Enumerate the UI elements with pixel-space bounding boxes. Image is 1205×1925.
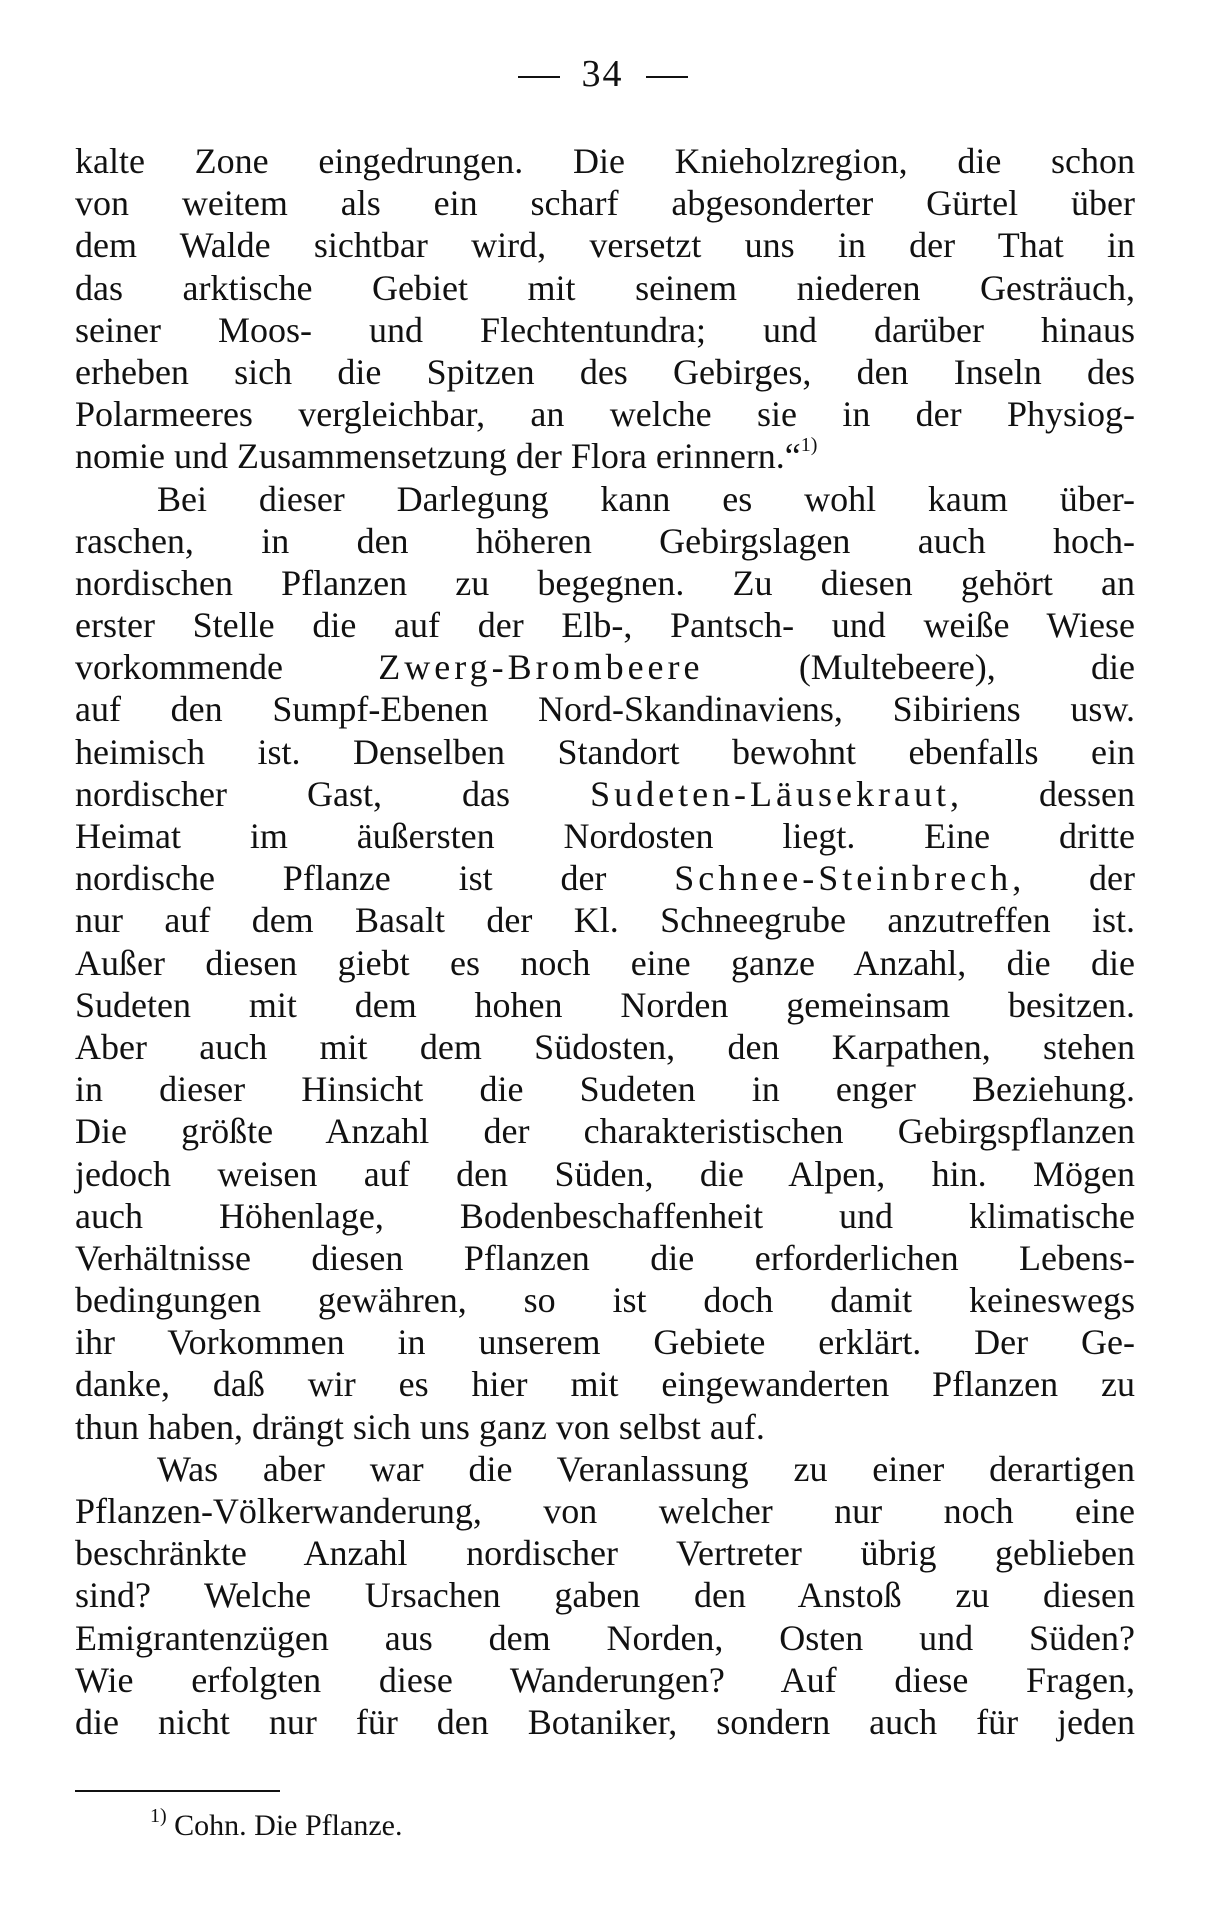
text-line: kalte Zone eingedrungen. Die Knieholzregion, die schon	[75, 141, 1135, 181]
text-line: Polarmeeres vergleichbar, an welche sie in der Physiog-	[75, 394, 1135, 435]
text-line: Heimat im äußersten Nordosten liegt. Eine dritte	[75, 816, 1135, 856]
text-line: von weitem als ein scharf abgesonderter Gürtel über	[75, 183, 1135, 224]
text-segment: (Multebeere), die	[703, 647, 1136, 688]
footnote	[150, 1806, 402, 1846]
text-line: Wie erfolgten diese Wanderungen? Auf diese Fragen,	[75, 1659, 1135, 1700]
text-line: auch Höhenlage, Bodenbeschaffenheit und klimatische	[75, 1195, 1135, 1236]
text-line: danke, daß wir es hier mit eingewanderten Pflanzen zu	[75, 1364, 1135, 1405]
text-line	[75, 773, 1135, 815]
text-line: in dieser Hinsicht die Sudeten in enger Beziehung.	[75, 1069, 1135, 1110]
right-dash	[646, 76, 688, 78]
text-line: Bei dieser Darlegung kann es wohl kaum über-	[157, 478, 1135, 519]
footnote-divider	[75, 1790, 280, 1792]
text-line: sind? Welche Ursachen gaben den Anstoß zu diesen	[75, 1575, 1135, 1616]
text-line: Die größte Anzahl der charakteristischen Gebirgspflanzen	[75, 1111, 1135, 1152]
text-line: Aber auch mit dem Südosten, den Karpathen, stehen	[75, 1026, 1135, 1067]
plant-name: Schnee-Steinbrech	[674, 858, 1013, 899]
text-segment: vorkommende	[75, 647, 379, 688]
text-line	[75, 646, 1135, 688]
text-line: die nicht nur für den Botaniker, sondern auch für jeden	[75, 1701, 1135, 1742]
text-line: Emigrantenzügen aus dem Norden, Osten und Süden?	[75, 1617, 1135, 1658]
body-text	[75, 140, 1135, 1743]
plant-name: Sudeten-Läusekraut	[590, 773, 950, 814]
text-segment: , dessen	[949, 773, 1135, 814]
text-line: thun haben, drängt sich uns ganz von selbst auf.	[75, 1406, 765, 1447]
text-line: seiner Moos- und Flechtentundra; und darüber hinaus	[75, 309, 1135, 350]
text-segment: nordische Pflanze ist der	[75, 858, 675, 899]
text-line: bedingungen gewähren, so ist doch damit keineswegs	[75, 1280, 1135, 1321]
footnote-reference: 1)	[800, 434, 818, 457]
text-line: nordischen Pflanzen zu begegnen. Zu diesen gehört an	[75, 562, 1135, 603]
text-line: Pflanzen-Völkerwanderung, von welcher nur noch eine	[75, 1491, 1135, 1531]
text-line: erster Stelle die auf der Elb-, Pantsch- und weiße Wiese	[75, 605, 1135, 646]
text-line: das arktische Gebiet mit seinem niederen Gesträuch,	[75, 267, 1135, 308]
text-line: heimisch ist. Denselben Standort bewohnt ebenfalls ein	[75, 731, 1135, 772]
text-line: Verhältnisse diesen Pflanzen die erforderlichen Lebens-	[75, 1237, 1135, 1278]
text-line	[75, 857, 1135, 899]
text-line: Was aber war die Veranlassung zu einer derartigen	[157, 1448, 1135, 1489]
text-line: auf den Sumpf-Ebenen Nord-Skandinaviens, Sibiriens usw.	[75, 689, 1135, 730]
text-line: Sudeten mit dem hohen Norden gemeinsam besitzen.	[75, 984, 1135, 1025]
text-line: raschen, in den höheren Gebirgslagen auch hoch-	[75, 520, 1135, 561]
text-line: dem Walde sichtbar wird, versetzt uns in der That in	[75, 225, 1135, 266]
footnote-text: Cohn. Die Pflanze.	[166, 1809, 403, 1842]
footnote-marker: 1)	[150, 1805, 167, 1827]
plant-name: Zwerg-Brombeere	[378, 647, 704, 688]
text-segment: , der	[1012, 858, 1136, 899]
text-line: Außer diesen giebt es noch eine ganze Anzahl, die die	[75, 942, 1135, 983]
text-line: jedoch weisen auf den Süden, die Alpen, hin. Mögen	[75, 1153, 1135, 1194]
page-number	[0, 52, 1205, 96]
text-line: beschränkte Anzahl nordischer Vertreter übrig geblieben	[75, 1533, 1135, 1574]
text-line	[75, 435, 1135, 477]
left-dash	[518, 76, 560, 78]
text-line: nur auf dem Basalt der Kl. Schneegrube anzutreffen ist.	[75, 900, 1135, 941]
text-line: ihr Vorkommen in unserem Gebiete erklärt. Der Ge-	[75, 1322, 1135, 1363]
text-segment: nomie und Zusammensetzung der Flora erinnern.“	[75, 436, 801, 477]
text-segment: nordischer Gast, das	[75, 773, 591, 814]
page-number-text: 34	[581, 53, 624, 95]
text-line: erheben sich die Spitzen des Gebirges, den Inseln des	[75, 351, 1135, 392]
